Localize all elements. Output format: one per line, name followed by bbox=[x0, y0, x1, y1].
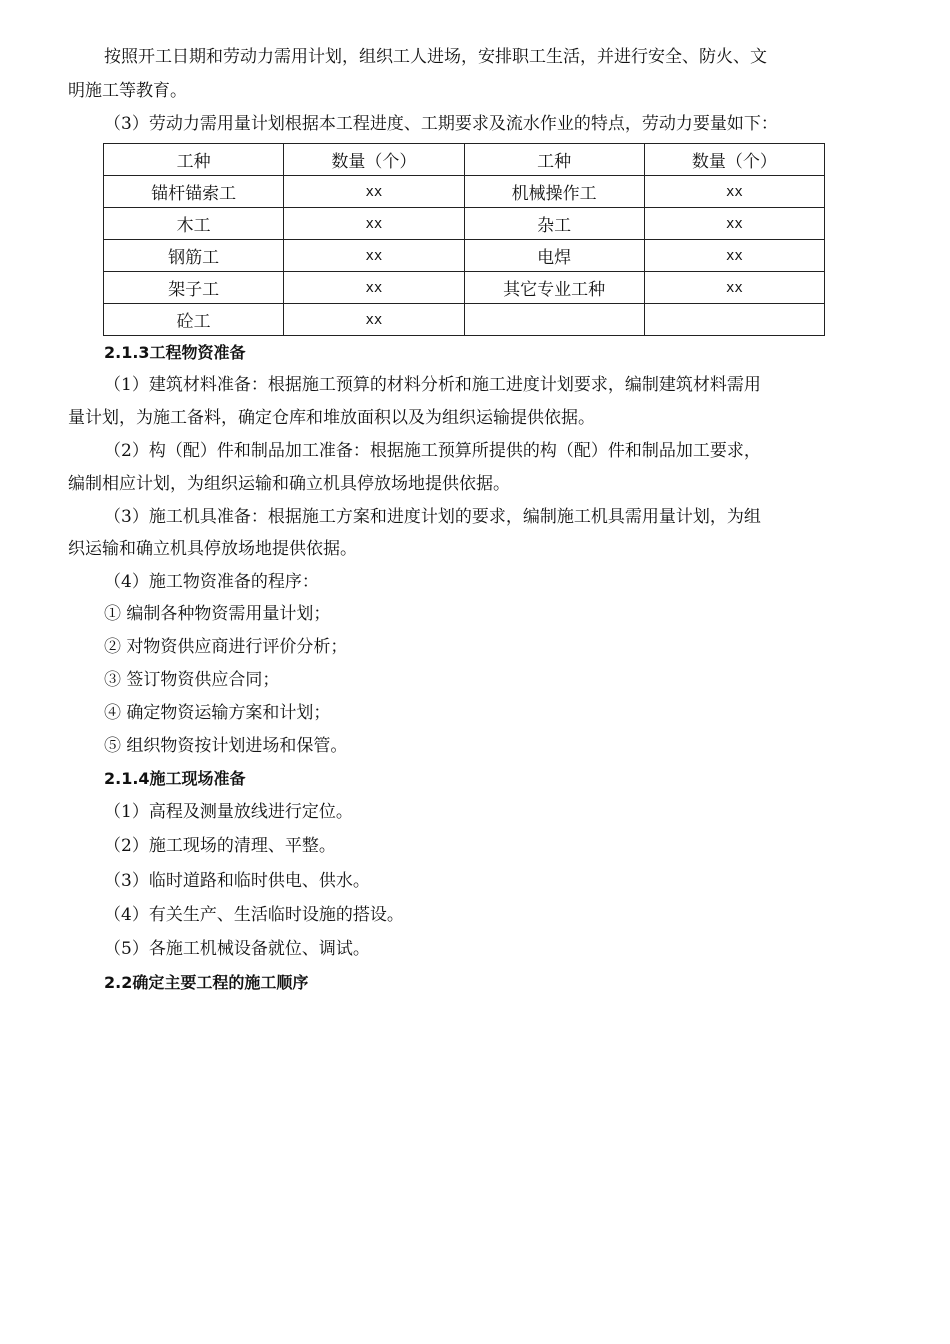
table-cell: 机械操作工 bbox=[464, 176, 644, 208]
table-cell: 其它专业工种 bbox=[464, 272, 644, 304]
paragraph-line: （2）构（配）件和制品加工准备：根据施工预算所提供的构（配）件和制品加工要求， bbox=[104, 441, 761, 461]
table-cell: xx bbox=[644, 208, 824, 240]
paragraph-line: 明施工等教育。 bbox=[68, 81, 187, 101]
table-header-cell: 数量（个） bbox=[284, 144, 464, 176]
table-cell: 木工 bbox=[104, 208, 284, 240]
paragraph-line: （3）施工机具准备：根据施工方案和进度计划的要求，编制施工机具需用量计划，为组 bbox=[104, 507, 761, 527]
table-cell bbox=[464, 304, 644, 336]
table-cell: 杂工 bbox=[464, 208, 644, 240]
list-item: （5）各施工机械设备就位、调试。 bbox=[104, 939, 370, 959]
list-item: ③ 签订物资供应合同； bbox=[104, 670, 280, 690]
table-cell: xx bbox=[284, 304, 464, 336]
list-item: （3）临时道路和临时供电、供水。 bbox=[104, 871, 370, 891]
table-cell: 砼工 bbox=[104, 304, 284, 336]
section-heading: 2.1.3工程物资准备 bbox=[104, 343, 246, 362]
list-item: ② 对物资供应商进行评价分析； bbox=[104, 637, 348, 657]
paragraph-line: （1）建筑材料准备：根据施工预算的材料分析和施工进度计划要求，编制建筑材料需用 bbox=[104, 375, 761, 395]
list-item: （2）施工现场的清理、平整。 bbox=[104, 836, 336, 856]
table-cell bbox=[644, 304, 824, 336]
table-row bbox=[104, 208, 825, 240]
list-item: （1）高程及测量放线进行定位。 bbox=[104, 802, 353, 822]
table-row bbox=[104, 304, 825, 336]
table-cell: 锚杆锚索工 bbox=[104, 176, 284, 208]
paragraph-line: （4）施工物资准备的程序： bbox=[104, 572, 319, 592]
table-cell: xx bbox=[284, 240, 464, 272]
table-row bbox=[104, 240, 825, 272]
table-cell: 钢筋工 bbox=[104, 240, 284, 272]
table-cell: xx bbox=[284, 208, 464, 240]
table-cell: xx bbox=[284, 272, 464, 304]
table-header-row bbox=[104, 144, 825, 176]
table-cell: xx bbox=[644, 240, 824, 272]
table-header-cell: 数量（个） bbox=[644, 144, 824, 176]
paragraph-line: 量计划，为施工备料，确定仓库和堆放面积以及为组织运输提供依据。 bbox=[68, 408, 595, 428]
list-item: ④ 确定物资运输方案和计划； bbox=[104, 703, 331, 723]
paragraph-line: 编制相应计划，为组织运输和确立机具停放场地提供依据。 bbox=[68, 474, 510, 494]
paragraph-line: （3）劳动力需用量计划根据本工程进度、工期要求及流水作业的特点，劳动力要量如下： bbox=[104, 114, 778, 134]
table-cell: xx bbox=[284, 176, 464, 208]
labor-table bbox=[103, 143, 825, 336]
table-row bbox=[104, 176, 825, 208]
list-item: （4）有关生产、生活临时设施的搭设。 bbox=[104, 905, 404, 925]
paragraph-line: 织运输和确立机具停放场地提供依据。 bbox=[68, 539, 357, 559]
list-item: ① 编制各种物资需用量计划； bbox=[104, 604, 331, 624]
list-item: ⑤ 组织物资按计划进场和保管。 bbox=[104, 736, 348, 756]
table-cell: xx bbox=[644, 272, 824, 304]
section-heading: 2.1.4施工现场准备 bbox=[104, 769, 246, 788]
section-heading: 2.2确定主要工程的施工顺序 bbox=[104, 973, 309, 992]
table-cell: 电焊 bbox=[464, 240, 644, 272]
table-cell: xx bbox=[644, 176, 824, 208]
table-header-cell: 工种 bbox=[464, 144, 644, 176]
table-cell: 架子工 bbox=[104, 272, 284, 304]
table-header-cell: 工种 bbox=[104, 144, 284, 176]
paragraph-line: 按照开工日期和劳动力需用计划，组织工人进场，安排职工生活，并进行安全、防火、文 bbox=[104, 47, 767, 67]
table-row bbox=[104, 272, 825, 304]
